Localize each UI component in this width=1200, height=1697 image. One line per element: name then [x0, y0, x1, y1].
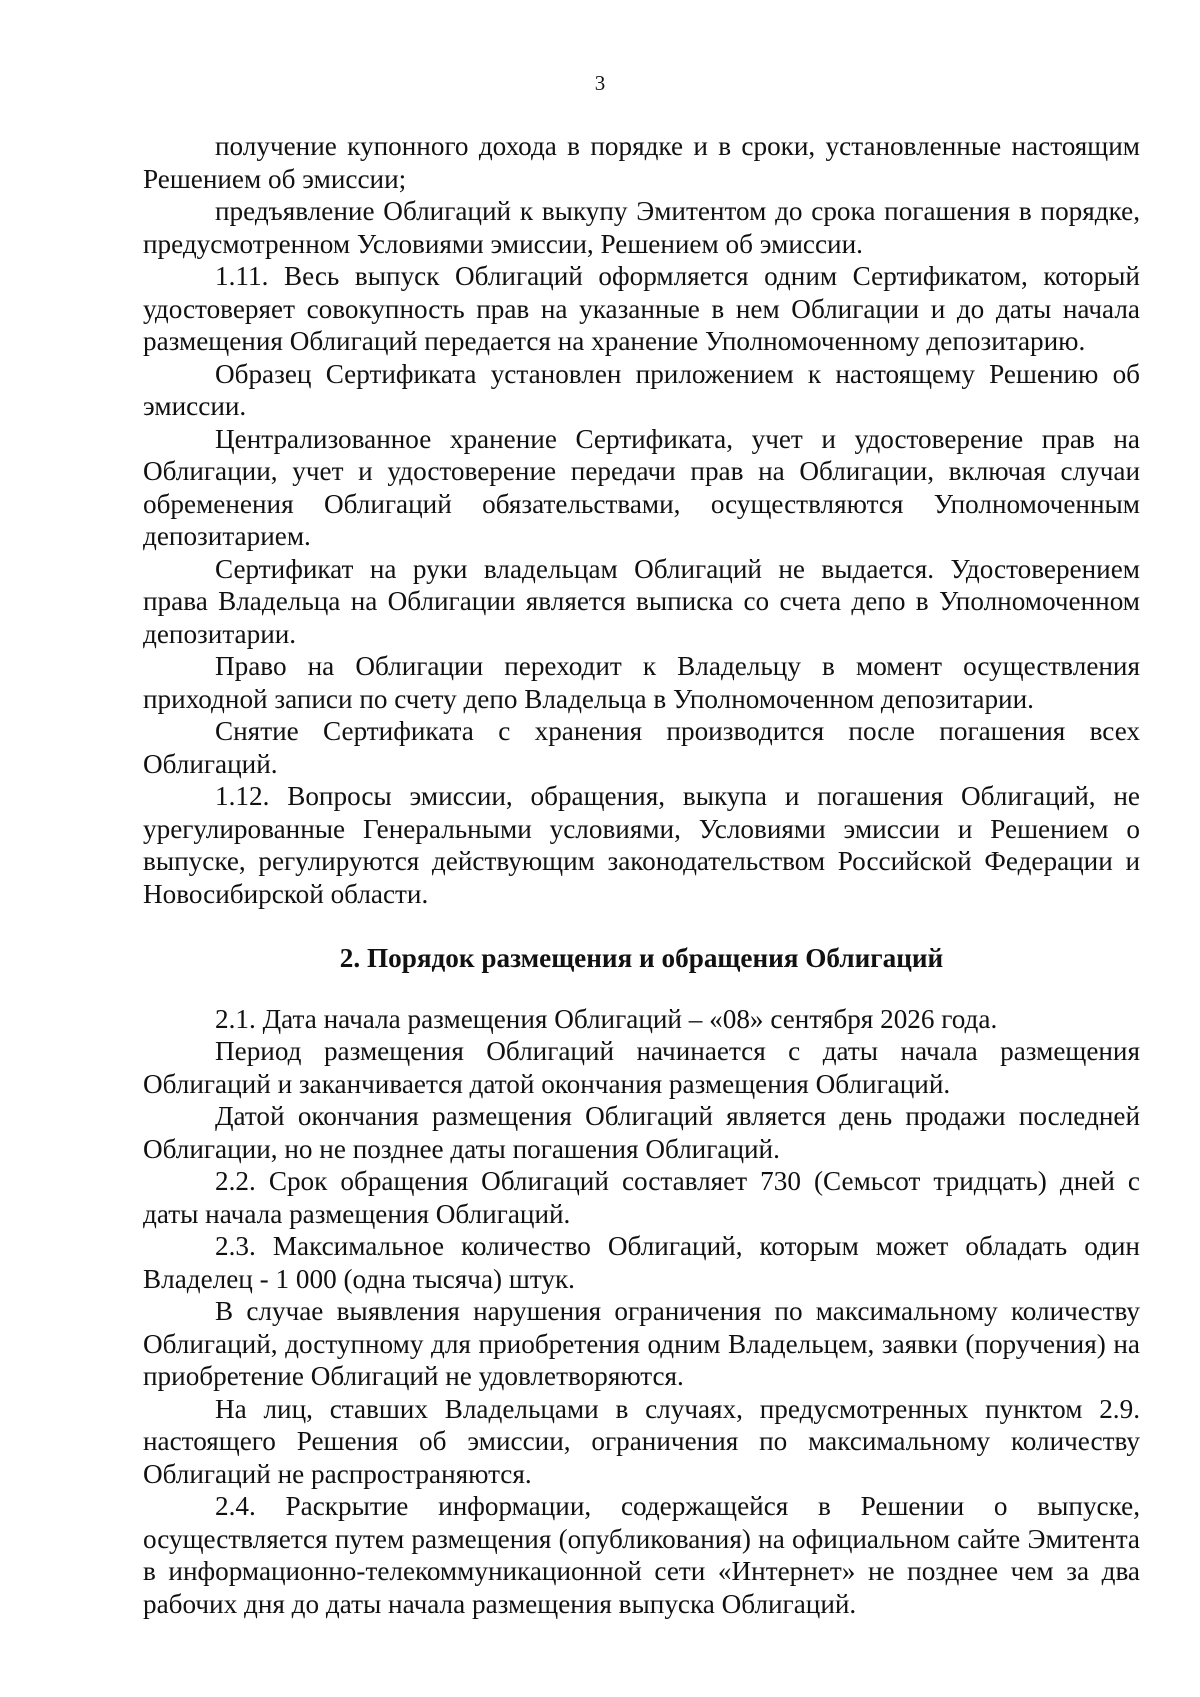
paragraph: Сертификат на руки владельцам Облигаций не выдается. Удостоверением права Владельца на Облигации является выписка со счета депо в Уполномоченном депозитарии. — [143, 553, 1140, 649]
paragraph: Снятие Сертификата с хранения производится после погашения всех Облигаций. — [143, 716, 1140, 779]
paragraph: получение купонного дохода в порядке и в сроки, установленные настоящим Решением об эмиссии; — [143, 131, 1140, 194]
section-heading: 2. Порядок размещения и обращения Облигаций — [339, 943, 944, 973]
paragraph: Централизованное хранение Сертификата, учет и удостоверение прав на Облигации, учет и удостоверение передачи прав на Облигации, включая случаи обременения Облигаций обязательствами, осуществляются Уполномоченным депозитарием. — [143, 423, 1140, 551]
paragraph: На лиц, ставших Владельцами в случаях, предусмотренных пунктом 2.9. настоящего Решения об эмиссии, ограничения по максимальному количеству Облигаций не распространяются. — [143, 1393, 1140, 1489]
paragraph: Право на Облигации переходит к Владельцу в момент осуществления приходной записи по счету депо Владельца в Уполномоченном депозитарии. — [143, 651, 1140, 714]
spacer — [143, 910, 1140, 942]
paragraph: 2.3. Максимальное количество Облигаций, которым может обладать один Владелец - 1 000 (одна тысяча) штук. — [143, 1231, 1140, 1294]
paragraph: 2.2. Срок обращения Облигаций составляет 730 (Семьсот тридцать) дней с даты начала размещения Облигаций. — [143, 1166, 1140, 1229]
paragraph: 1.12. Вопросы эмиссии, обращения, выкупа и погашения Облигаций, не урегулированные Генеральными условиями, Условиями эмиссии и Решением о выпуске, регулируются действующим законодательством Российской Федерации и Новосибирской области. — [143, 781, 1140, 909]
paragraph: 2.4. Раскрытие информации, содержащейся в Решении о выпуске, осуществляется путем размещения (опубликования) на официальном сайте Эмитента в информационно-телекоммуникационной сети «Интернет» не позднее чем за два рабочих дня до даты начала размещения выпуска Облигаций. — [143, 1491, 1140, 1619]
document-body — [143, 130, 1140, 1620]
paragraph: Период размещения Облигаций начинается с даты начала размещения Облигаций и заканчивается датой окончания размещения Облигаций. — [143, 1036, 1140, 1099]
paragraph: В случае выявления нарушения ограничения по максимальному количеству Облигаций, доступному для приобретения одним Владельцем, заявки (поручения) на приобретение Облигаций не удовлетворяются. — [143, 1296, 1140, 1391]
spacer — [143, 975, 1140, 1003]
paragraph: 1.11. Весь выпуск Облигаций оформляется одним Сертификатом, который удостоверяет совокупность прав на указанные в нем Облигации и до даты начала размещения Облигаций передается на хранение Уполномоченному депозитарию. — [143, 261, 1140, 356]
paragraph: Образец Сертификата установлен приложением к настоящему Решению об эмиссии. — [143, 358, 1140, 421]
page-number: 3 — [594, 71, 606, 95]
paragraph: предъявление Облигаций к выкупу Эмитентом до срока погашения в порядке, предусмотренном Условиями эмиссии, Решением об эмиссии. — [143, 196, 1140, 259]
paragraph: Датой окончания размещения Облигаций является день продажи последней Облигации, но не позднее даты погашения Облигаций. — [143, 1101, 1140, 1164]
paragraph: 2.1. Дата начала размещения Облигаций – «08» сентября 2026 года. — [215, 1003, 998, 1034]
